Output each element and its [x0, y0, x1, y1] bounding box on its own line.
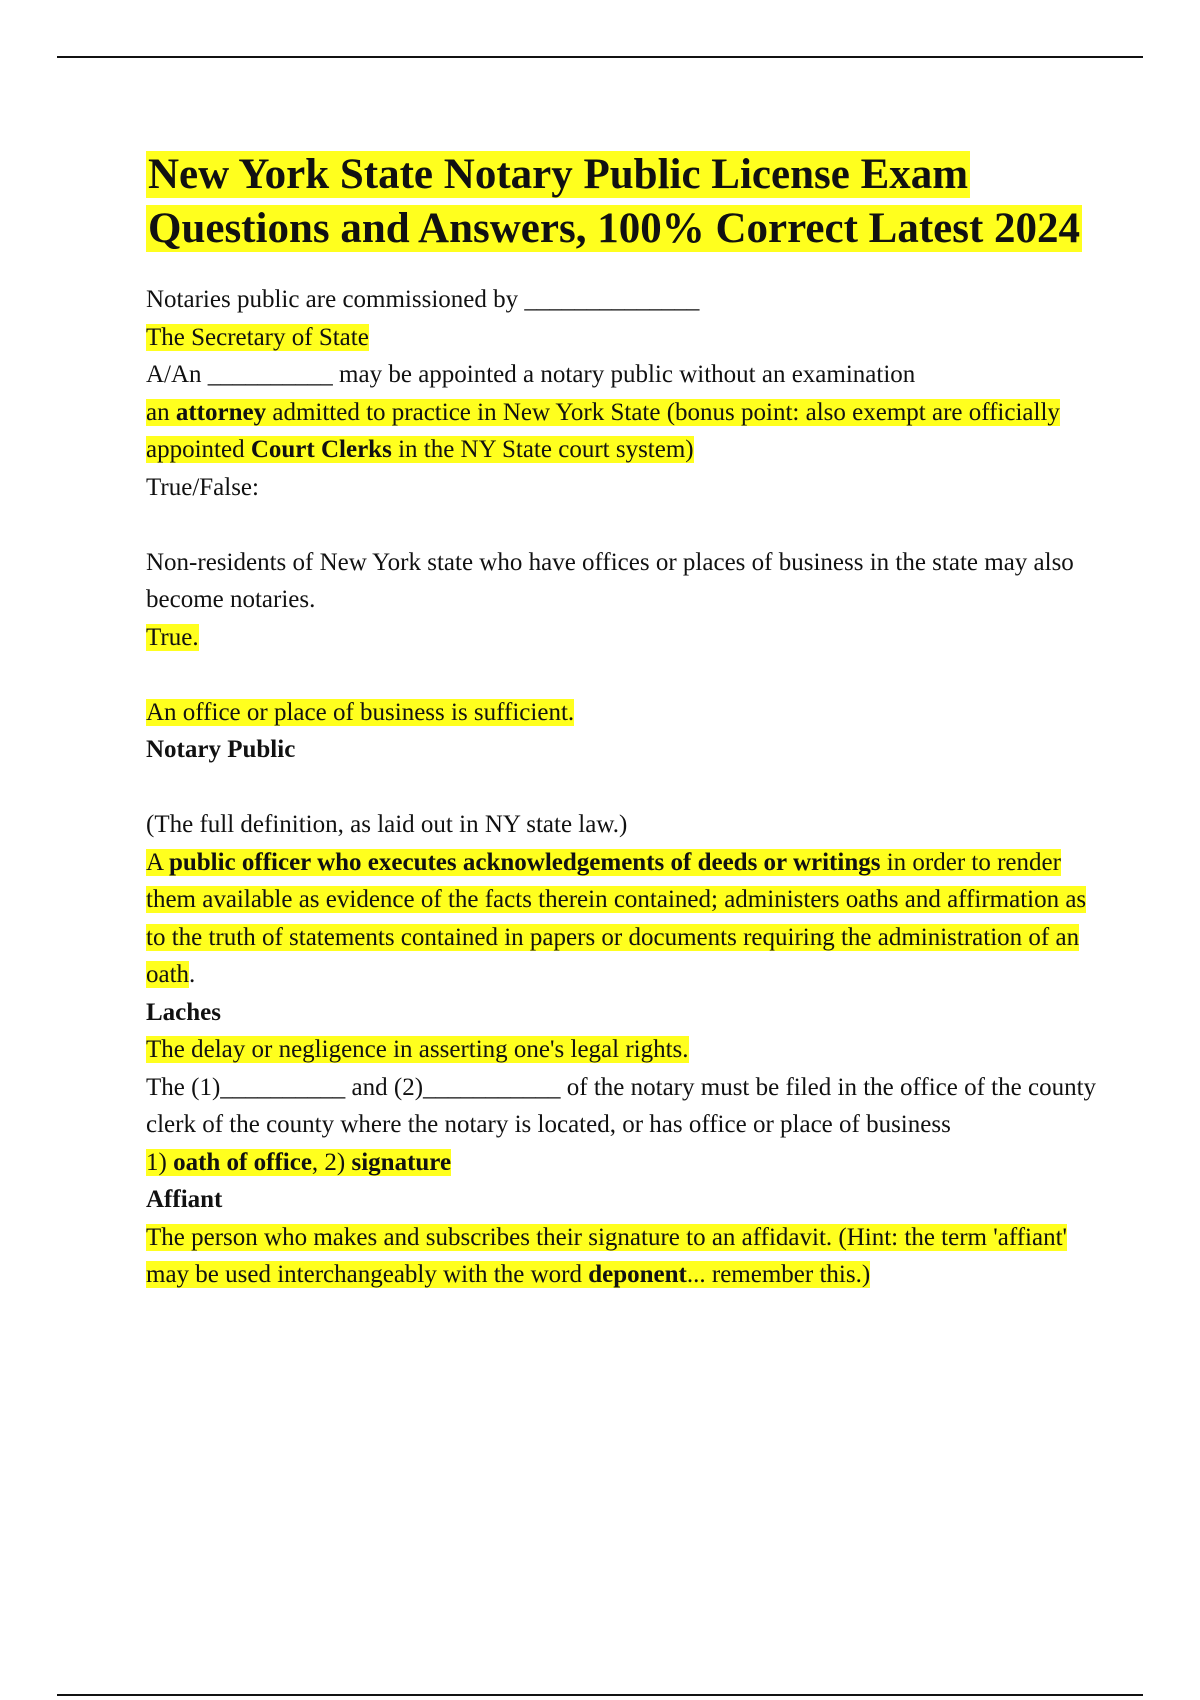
term-laches: Laches	[146, 998, 221, 1026]
answer-notary-definition-highlight: A public officer who executes acknowledgements of deeds or writings in order to render them available as evidence of the facts therein contained; administers oaths and affirmation as to the truth of statements contained in papers or documents requiring the administration of an oath	[146, 848, 1087, 988]
term-notary-public: Notary Public	[146, 736, 296, 763]
header-rule	[57, 56, 1143, 58]
question-without-exam: A/An __________ may be appointed a notary public without an examination	[146, 361, 916, 388]
true-false-label: True/False:	[146, 473, 259, 501]
answer-commissioned-by: The Secretary of State	[146, 323, 369, 351]
footer-rule	[57, 1694, 1143, 1696]
spacer	[146, 769, 1106, 807]
answer-affiant-highlight: The person who makes and subscribes their signature to an affidavit. (Hint: the term 'affiant' may be used interchangeably with the word deponent... remember this.)	[146, 1223, 1068, 1288]
answer-without-exam	[146, 394, 1106, 469]
question-filed-county-clerk: The (1)__________ and (2)___________ of the notary must be filed in the office of the county clerk of the county where the notary is located, or has office or place of business	[146, 1073, 1097, 1138]
answer-without-exam-highlight: an attorney admitted to practice in New York State (bonus point: also exempt are officially appointed Court Clerks in the NY State court system)	[146, 398, 1060, 463]
document-title	[146, 148, 1106, 256]
answer-affiant	[146, 1219, 1106, 1294]
answer-office-sufficient: An office or place of business is sufficient.	[146, 698, 575, 726]
document-body	[146, 148, 1106, 1294]
answer-filed-county-clerk: 1) oath of office, 2) signature	[146, 1148, 452, 1176]
spacer	[146, 506, 1106, 544]
question-full-definition: (The full definition, as laid out in NY state law.)	[146, 811, 628, 838]
answer-notary-definition: A public officer who executes acknowledgements of deeds or writings in order to render them available as evidence of the facts therein contained; administers oaths and affirmation as to the truth of statements contained in papers or documents requiring the administration of an oath.	[146, 848, 1087, 988]
answer-true: True.	[146, 623, 199, 651]
question-non-residents: Non-residents of New York state who have offices or places of business in the state may also become notaries.	[146, 548, 1074, 613]
question-commissioned-by: Notaries public are commissioned by ______________	[146, 286, 700, 313]
answer-laches: The delay or negligence in asserting one's legal rights.	[146, 1036, 689, 1063]
title-highlight: New York State Notary Public License Exam Questions and Answers, 100% Correct Latest 2024	[148, 151, 1081, 252]
spacer	[146, 656, 1106, 694]
term-affiant: Affiant	[146, 1186, 223, 1213]
